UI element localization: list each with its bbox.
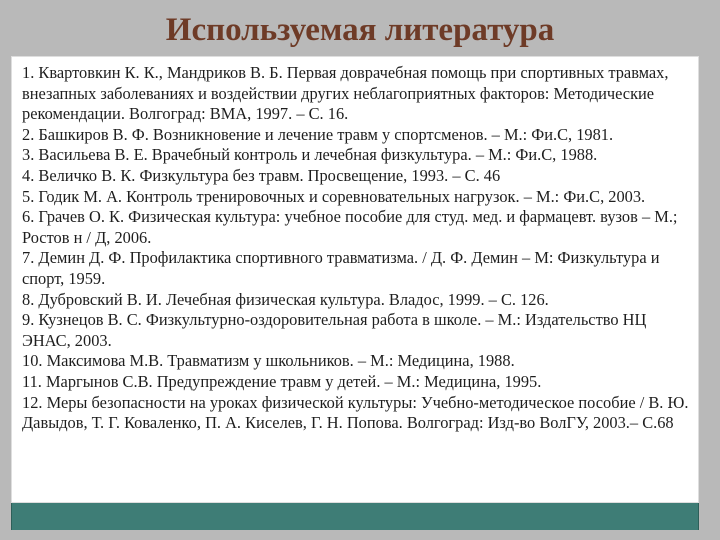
- reference-item: 5. Годик М. А. Контроль тренировочных и соревновательных нагрузок. – М.: Фи.С, 2003.: [22, 186, 646, 206]
- reference-item: 4. Величко В. К. Физкультура без травм. Просвещение, 1993. – С. 46: [22, 165, 501, 185]
- reference-item: 2. Башкиров В. Ф. Возникновение и лечение травм у спортсменов. – М.: Фи.С, 1981.: [22, 124, 614, 144]
- reference-item: 6. Грачев О. К. Физическая культура: учебное пособие для студ. мед. и фармацевт. вузов – М.; Ростов н / Д, 2006.: [22, 207, 678, 247]
- reference-item: 10. Максимова М.В. Травматизм у школьников. – М.: Медицина, 1988.: [22, 351, 515, 371]
- content-panel: [11, 56, 699, 503]
- reference-item: 9. Кузнецов В. С. Физкультурно-оздоровительная работа в школе. – М.: Издательство НЦ ЭНАС, 2003.: [22, 310, 647, 350]
- footer-bar: [11, 503, 699, 530]
- reference-item: 11. Маргынов С.В. Предупреждение травм у детей. – М.: Медицина, 1995.: [22, 371, 542, 391]
- reference-item: 12. Меры безопасности на уроках физической культуры: Учебно-методическое пособие / В. Ю. Давыдов, Т. Г. Коваленко, П. А. Киселев, Г. Н. Попова. Волгоград: Изд-во ВолГУ, 2003.– С.68: [22, 392, 689, 433]
- reference-item: 3. Васильева В. Е. Врачебный контроль и лечебная физкультура. – М.: Фи.С, 1988.: [22, 145, 598, 165]
- reference-item: 8. Дубровский В. И. Лечебная физическая культура. Владос, 1999. – С. 126.: [22, 289, 549, 309]
- slide-title: Используемая литература: [165, 12, 555, 48]
- reference-item: 7. Демин Д. Ф. Профилактика спортивного травматизма. / Д. Ф. Демин – М: Физкультура и спорт, 1959.: [22, 248, 660, 288]
- reference-list: [22, 63, 690, 434]
- reference-item: 1. Квартовкин К. К., Мандриков В. Б. Первая доврачебная помощь при спортивных травмах, внезапных заболеваниях и воздействии других неблагоприятных факторов: Методические рекомендации. Волгоград: ВМА, 1997. – С. 16.: [22, 63, 669, 124]
